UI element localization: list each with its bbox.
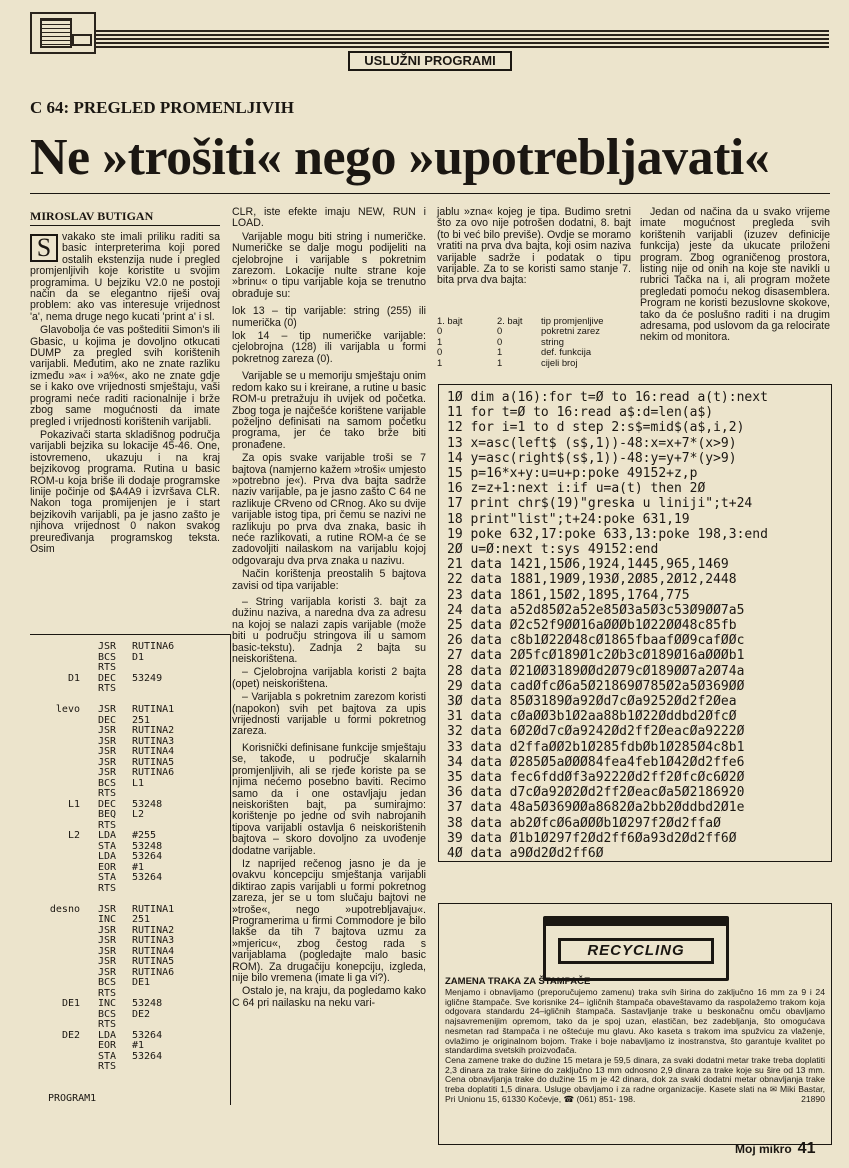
page-footer bbox=[735, 1140, 815, 1158]
basic-line: 4Ø data a9Ød2Ød2ff6Ø bbox=[447, 846, 604, 861]
asm-opcode: BCS bbox=[98, 977, 117, 988]
basic-line: 16 z=z+1:next i:if u=a(t) then 2Ø bbox=[447, 481, 706, 497]
assembly-listing bbox=[30, 634, 231, 1105]
paragraph: Pokazivači starta skladišnog područja varijabli bejzika su lokacije 45-46. One, istovremeno, ukazuju i na kraj bejzikovog programa. Rutina u basic ROM-u koja briše ili dodaje programske linije počinje od $A4A9 i izvršava CLR. Nakon toga promijenjen je i start bejzikovih varijabli, pa je jasno zašto je njihova vrijednost 0 nakon svakog preuređivanja programskog teksta. Osim bbox=[30, 428, 220, 555]
asm-operand: RUTINA3 bbox=[132, 935, 175, 946]
computer-icon bbox=[30, 12, 96, 54]
asm-operand: 53248 bbox=[132, 840, 163, 852]
basic-line: 26 data c8b1Ø22Ø48cØ1865fbaafØØ9cafØØc bbox=[447, 633, 745, 649]
asm-label: L2 bbox=[67, 830, 80, 841]
asm-opcode: DEC bbox=[98, 714, 117, 726]
asm-opcode: RTS bbox=[98, 819, 117, 831]
asm-label: DE2 bbox=[61, 1029, 80, 1041]
asm-opcode: JSR bbox=[98, 935, 117, 946]
asm-operand: 251 bbox=[132, 914, 151, 925]
asm-operand: RUTINA5 bbox=[132, 956, 175, 967]
basic-line: 15 p=16*x+y:u=u+p:poke 49152+z,p bbox=[447, 466, 698, 481]
basic-line: 28 data Ø21ØØ3189ØØd2Ø79cØ189ØØ7a2Ø74a bbox=[447, 663, 745, 679]
basic-line: 25 data Ø2c52f9ØØ16aØØØb1Ø22ØØ48c85fb bbox=[447, 618, 737, 633]
asm-operand: RUTINA4 bbox=[132, 746, 175, 757]
asm-opcode: JSR bbox=[98, 725, 117, 736]
paragraph: Jedan od načina da u svako vrijeme imate mogućnost pregleda svih korištenih varijabli (izuzev definicije funkcija) jeste da ukucate priloženi program. Zbog ograničenog prostora, listing nije od onih na koje ste navikli u rubrici Tačka na i, ali program možete pregledati pomoću nekog disasemblera. Program ne koristi bezuslovne skokove, tako da će poslušno raditi i na drugim adresama, pod uslovom da ga relocirate nekim od monitora. bbox=[640, 206, 830, 344]
basic-line: 24 data a52d85Ø2a52e85Ø3a5Ø3c53Ø9ØØ7a5 bbox=[447, 602, 745, 618]
bit-table-row: 0 1 def. funkcija bbox=[437, 346, 592, 358]
basic-line: 21 data 1421,15Ø6,1924,1445,965,1469 bbox=[447, 557, 729, 573]
asm-opcode: JSR bbox=[98, 704, 117, 715]
asm-operand: 53264 bbox=[132, 872, 163, 883]
column-3 bbox=[437, 207, 631, 289]
basic-line: 23 data 1861,15Ø2,1895,1764,775 bbox=[447, 587, 690, 603]
asm-operand: #1 bbox=[132, 1040, 145, 1051]
loc-13: lok 13 – tip varijable: string (255) ili numerička (0) bbox=[232, 305, 426, 329]
asm-opcode: RTS bbox=[98, 987, 117, 999]
author-rule bbox=[30, 225, 220, 226]
basic-line: 14 y=asc(right$(s$,1))-48:y=y+7*(y>9) bbox=[447, 450, 737, 466]
paragraph: – String varijabla koristi 3. bajt za dužinu naziva, a naredna dva za adresu na kojoj se nalazi zapis varijable (može biti u području stringova ili u samom basic-tekstu). Zadnja 2 bajta su neiskorištena. bbox=[232, 596, 426, 666]
asm-opcode: INC bbox=[98, 914, 117, 925]
asm-operand: 53248 bbox=[132, 998, 163, 1009]
paragraph: Varijable se u memoriju smještaju onim redom kako su i kreirane, a rutine u basic ROM-u pretražuju ih uvijek od početka. Zbog toga je najčešće korištene varijable poželjno definisati na samom početku programa, jer će tako brže biti pronađene. bbox=[232, 370, 426, 451]
basic-line: 38 data ab2ØfcØ6aØØØb1Ø297f2Ød2ffaØ bbox=[447, 815, 721, 831]
basic-line: 13 x=asc(left$ (s$,1))-48:x=x+7*(x>9) bbox=[447, 435, 737, 451]
ad-title: ZAMENA TRAKA ZA ŠTAMPAČE bbox=[445, 976, 591, 987]
asm-opcode: BCS bbox=[98, 1008, 117, 1020]
asm-operand: RUTINA6 bbox=[132, 767, 175, 778]
paragraph: CLR, iste efekte imaju NEW, RUN i LOAD. bbox=[232, 206, 426, 230]
asm-label: PROGRAM1 bbox=[48, 1092, 97, 1104]
asm-operand: #255 bbox=[132, 830, 157, 841]
asm-operand: 53248 bbox=[132, 798, 163, 810]
basic-line: 36 data d7cØa92Ø2Ød2ff2ØeacØa5Ø2186920 bbox=[447, 785, 745, 801]
basic-line: 32 data 6Ø2Ød7cØa9242Ød2ff2ØeacØa9222Ø bbox=[447, 724, 745, 740]
asm-opcode: STA bbox=[98, 840, 117, 852]
asm-opcode: RTS bbox=[98, 662, 117, 673]
asm-operand: 53264 bbox=[132, 851, 163, 862]
headline: Ne »trošiti« nego »upotrebljavati« bbox=[30, 129, 770, 186]
asm-operand: L2 bbox=[132, 809, 145, 820]
asm-opcode: RTS bbox=[98, 1019, 117, 1030]
asm-operand: D1 bbox=[132, 651, 145, 663]
loc-14: lok 14 – tip numeričke varijable: cjelobrojna (128) ili varijabla u formi pokretnog zareza (0). bbox=[232, 330, 426, 365]
basic-line: 17 print chr$(19)"greska u liniji";t+24 bbox=[447, 496, 753, 512]
asm-opcode: RTS bbox=[98, 1061, 117, 1072]
asm-operand: RUTINA2 bbox=[132, 725, 175, 736]
asm-operand: 53264 bbox=[132, 1029, 163, 1041]
asm-line bbox=[30, 1093, 230, 1105]
asm-operand: RUTINA6 bbox=[132, 966, 175, 978]
ad-text bbox=[445, 988, 825, 1104]
paragraph: Varijable mogu biti string i numeričke. Numeričke se dalje mogu podijeliti na cjelobrojne i varijable s pokretnim zarezom. Lokacije nulte strane koje »brinu« o tipu varijable koja se trenutno obrađuje su: bbox=[232, 230, 426, 300]
asm-operand: L1 bbox=[132, 777, 145, 789]
asm-operand: RUTINA1 bbox=[132, 704, 175, 715]
asm-opcode: LDA bbox=[98, 830, 117, 841]
paragraph: Korisnički definisane funkcije smještaju se, takođe, u područje skalarnih promjenljivih, ali se rjeđe koriste pa se njima nećemo posebno baviti. Recimo samo da i one ostavljaju jedan neiskorišten bajt, pa sumirajmo: korištenje po jedne od svih nabrojanih tipova varijabli ostavlja 6 neiskorištenih bajtova – skoro dovoljno za uvođenje dodatne varijable. bbox=[232, 741, 426, 857]
asm-opcode: JSR bbox=[98, 735, 117, 747]
asm-operand: RUTINA6 bbox=[132, 641, 175, 652]
asm-opcode: BCS bbox=[98, 651, 117, 663]
ad-code: 21890 bbox=[801, 1093, 825, 1104]
paragraph: Glavobolja će vas pošteditii Simon's ili Gbasic, u kojima je dovoljno otkucati DUMP za pregled svih korištenih varijabli. Međutim, ako ne znate razliku između »a« i »a%«, ako ne znate gdje se i kako ove vrijednosti smještaju, vaši programi neće raditi racionalnije i brže zbog same mogućnosti da imate pregled i vrijednosti korištenih varijabli. bbox=[30, 324, 220, 428]
asm-operand: 53264 bbox=[132, 1050, 163, 1062]
paragraph: Način korištenja preostalih 5 bajtova zavisi od tipa varijable: bbox=[232, 568, 426, 592]
section-label: USLUŽNI PROGRAMI bbox=[348, 51, 512, 71]
basic-line: 27 data 2Ø5fcØ189Ø1c2Øb3cØ189Ø16aØØØb1 bbox=[447, 648, 745, 664]
basic-line: 11 for t=Ø to 16:read a$:d=len(a$) bbox=[447, 405, 714, 421]
asm-opcode: RTS bbox=[98, 882, 117, 894]
recycling-logo: RECYCLING bbox=[558, 938, 714, 964]
asm-label: levo bbox=[55, 704, 80, 715]
bit-table-row: 1 1 cijeli broj bbox=[437, 356, 578, 368]
asm-operand: #1 bbox=[132, 861, 145, 873]
header-stripe bbox=[96, 30, 829, 48]
asm-label: D1 bbox=[67, 672, 80, 684]
column-4 bbox=[640, 207, 830, 346]
ad-body-2: Cena zamene trake do dužine 15 metara je 59,5 dinara, za svaki dodatni metar trake treba doplatiti 2,3 dinara za trake širine do zaključno 13 mm odnosno 2,9 dinara za trake koje su šire od 13 mm. Cena obnavljanja trake do dužine 15 m je 42 dinara, dok za svaki dodatni metar obnavljanja trake treba doplatiti 1,5 dinara. Usluge obavljamo i za radne organizacije. Kasete slati na ✉ Miki Bastar, Pri Unionu 15, 61330 Kočevje, ☎ (061) 851- 198. 21890 bbox=[445, 1054, 825, 1104]
column-2 bbox=[232, 207, 426, 1011]
asm-opcode: LDA bbox=[98, 1029, 117, 1041]
paragraph: vakako ste imali priliku raditi sa basic interpreterima koji pored ostalih ekstenzija nude i pregled promjenljivih koje koristite u svojim programima. U bejziku V2.0 ne postoji način da se elegantno riješi ovaj problem: ako vas interesuje vrijednost 'a', nema druge nego kucati 'print a' i sl. bbox=[30, 231, 220, 323]
basic-line: 3Ø data 85Ø3189Øa92Ød7cØa9252Ød2f2Øea bbox=[447, 694, 737, 709]
ribbon-cassette-icon bbox=[543, 916, 729, 981]
column-1 bbox=[30, 232, 220, 557]
paragraph: Za opis svake varijable troši se 7 bajtova (namjerno kažem »troši« umjesto »potrebno je«). Prva dva bajta sadrže naziv varijable, pa je jasno zašto C 64 ne razlikuje CRveno od CRnog. Ako su dvije varijable istog tipa, pri čemu se nazivi ne razlikuju po prva dva znaka, basic ih neće razlikovati, a rutine ROM-a će se zadovoljiti nailaskom na varijablu kojoj odgovaraju dva prva znaka u nazivu. bbox=[232, 452, 426, 567]
basic-line: 19 poke 632,17:poke 633,13:poke 198,3:end bbox=[447, 526, 768, 542]
paragraph: jablu »zna« kojeg je tipa. Budimo sretni što za ovo nije potrošen dodatni, 8. bajt (to bi već bilo previše). Ovdje se moramo vratiti na prva dva bajta, koji osim naziva varijable sadrže i podatak o tipu varijable. Za to se koristi samo stanje 7. bita prva dva bajta: bbox=[437, 206, 631, 287]
basic-line: 39 data Ø1b1Ø297f2Ød2ff6Øa93d2Ød2ff6Ø bbox=[447, 830, 737, 846]
asm-opcode: EOR bbox=[98, 861, 117, 873]
basic-line: 1Ø dim a(16):for t=Ø to 16:read a(t):next bbox=[447, 390, 768, 405]
basic-line: 35 data fec6fddØf3a9222Ød2ff2ØfcØc6Ø2Ø bbox=[447, 770, 745, 785]
asm-operand: RUTINA3 bbox=[132, 735, 175, 747]
asm-opcode: STA bbox=[98, 872, 117, 883]
basic-line: 22 data 1881,19Ø9,193Ø,2Ø85,2Ø12,2448 bbox=[447, 572, 737, 588]
asm-opcode: EOR bbox=[98, 1040, 117, 1051]
asm-opcode: RTS bbox=[98, 683, 117, 694]
ad-body: Menjamo i obnavljamo (preporučujemo zamenu) traka svih širina do zaključno 16 mm za 9 i 24 iglične štampače. Sve korisnike 24– igličnih štampača obaveštavamo da raspolažemo trakom koja odgovara standardu 24–igličnih štampača. Sastavljanje trake u beskonačnu omču obavljamo najsavremenijim opremom, tako da je spoj uzan, elastičan, bez zadebljanja, što omogućava nesmetan rad štampača i ne oštećuje mu glavu. Ako kaseta s trakom ima spužvicu za vlaženje, ovlažimo je originalnom bojom. Trake i boje nabavljamo iz inostranstva, što garantuje kvalitet po standardima svetskih proizvođača. bbox=[445, 987, 825, 1056]
bit-table-row: 0 0 pokretni zarez bbox=[437, 325, 600, 337]
asm-opcode: RTS bbox=[98, 788, 117, 799]
asm-opcode: DEC bbox=[98, 672, 117, 684]
asm-operand: 53249 bbox=[132, 672, 163, 684]
recycling-ad bbox=[438, 903, 832, 1145]
author: MIROSLAV BUTIGAN bbox=[30, 209, 154, 223]
asm-opcode: JSR bbox=[98, 641, 117, 652]
kicker: C 64: PREGLED PROMENLJIVIH bbox=[30, 98, 294, 117]
paragraph: – Varijabla s pokretnim zarezom koristi (napokon) svih pet bajtova za upis vrijednosti varijable u formi pokretnog zareza. bbox=[232, 691, 426, 738]
asm-operand: RUTINA2 bbox=[132, 924, 175, 936]
asm-opcode: JSR bbox=[98, 903, 117, 915]
basic-line: 18 print"list";t+24:poke 631,19 bbox=[447, 511, 690, 527]
asm-opcode: DEC bbox=[98, 798, 117, 810]
asm-operand: RUTINA5 bbox=[132, 756, 175, 768]
bit-table-header: 1. bajt 2. bajt tip promjenljive bbox=[437, 315, 604, 326]
basic-listing bbox=[438, 384, 832, 862]
asm-operand: 251 bbox=[132, 714, 151, 726]
asm-opcode: STA bbox=[98, 1050, 117, 1062]
asm-opcode: JSR bbox=[98, 966, 117, 978]
page-number: 41 bbox=[797, 1140, 816, 1157]
asm-opcode: JSR bbox=[98, 746, 117, 757]
basic-line: 2Ø u=Ø:next t:sys 49152:end bbox=[447, 542, 659, 557]
asm-opcode: INC bbox=[98, 998, 117, 1009]
asm-operand: RUTINA1 bbox=[132, 903, 175, 915]
drop-cap: S bbox=[30, 234, 58, 262]
magazine-name: Moj mikro bbox=[735, 1142, 792, 1156]
asm-opcode: JSR bbox=[98, 924, 117, 936]
asm-label: L1 bbox=[67, 798, 80, 810]
asm-label: DE1 bbox=[61, 998, 80, 1009]
paragraph: Iz naprijed rečenog jasno je da je ovakvu koncepciju smještanja varijabli diktirao zapis varijabli u formi pokretnog zareza, jer se u tom slučaju bajtovi ne »troše«, nego »upotrebljavaju«. Programerima u firmi Commodore je bilo lakše da tih 7 bajtova uzmu za »mjericu«, zbog čestog rada s varijablama (pogledajte malo basic ROM). Za drugačiju konepciju, izgleda, nije bilo vremena (imate li ga vi?). bbox=[232, 857, 426, 984]
headline-rule bbox=[30, 193, 830, 194]
asm-opcode: BCS bbox=[98, 777, 117, 789]
bit-table-row: 1 0 string bbox=[437, 335, 564, 347]
basic-line: 29 data cadØfcØ6a5Ø21869Ø785Ø2a5Ø369ØØ bbox=[447, 678, 745, 694]
paragraph: – Cjelobrojna varijabla koristi 2 bajta (opet) neiskorištena. bbox=[232, 666, 426, 690]
asm-opcode: JSR bbox=[98, 767, 117, 778]
basic-line: 31 data cØaØØ3b1Ø2aa88b1Ø22Øddbd2ØfcØ bbox=[447, 709, 737, 725]
asm-opcode: JSR bbox=[98, 945, 117, 957]
paragraph: Ostalo je, na kraju, da pogledamo kako C 64 pri nailasku na neku vari- bbox=[232, 985, 426, 1009]
asm-operand: DE2 bbox=[132, 1008, 151, 1020]
asm-operand: RUTINA4 bbox=[132, 945, 175, 957]
asm-opcode: JSR bbox=[98, 956, 117, 967]
asm-operand: DE1 bbox=[132, 977, 151, 988]
basic-line: 12 for i=1 to d step 2:s$=mid$(a$,i,2) bbox=[447, 420, 745, 436]
bit-table bbox=[437, 316, 637, 368]
asm-label: desno bbox=[49, 903, 80, 915]
basic-line: 33 data d2ffaØØ2b1Ø285fdbØb1Ø285Ø4c8b1 bbox=[447, 739, 745, 755]
asm-opcode: JSR bbox=[98, 756, 117, 768]
asm-opcode: LDA bbox=[98, 851, 117, 862]
basic-line: 34 data Ø285Ø5aØØØ84fea4feb1Ø42Ød2ffe6 bbox=[447, 754, 745, 770]
basic-line: 37 data 48a5Ø369ØØa8682Øa2bb2Øddbd2Ø1e bbox=[447, 800, 745, 816]
asm-opcode: BEQ bbox=[98, 809, 117, 820]
